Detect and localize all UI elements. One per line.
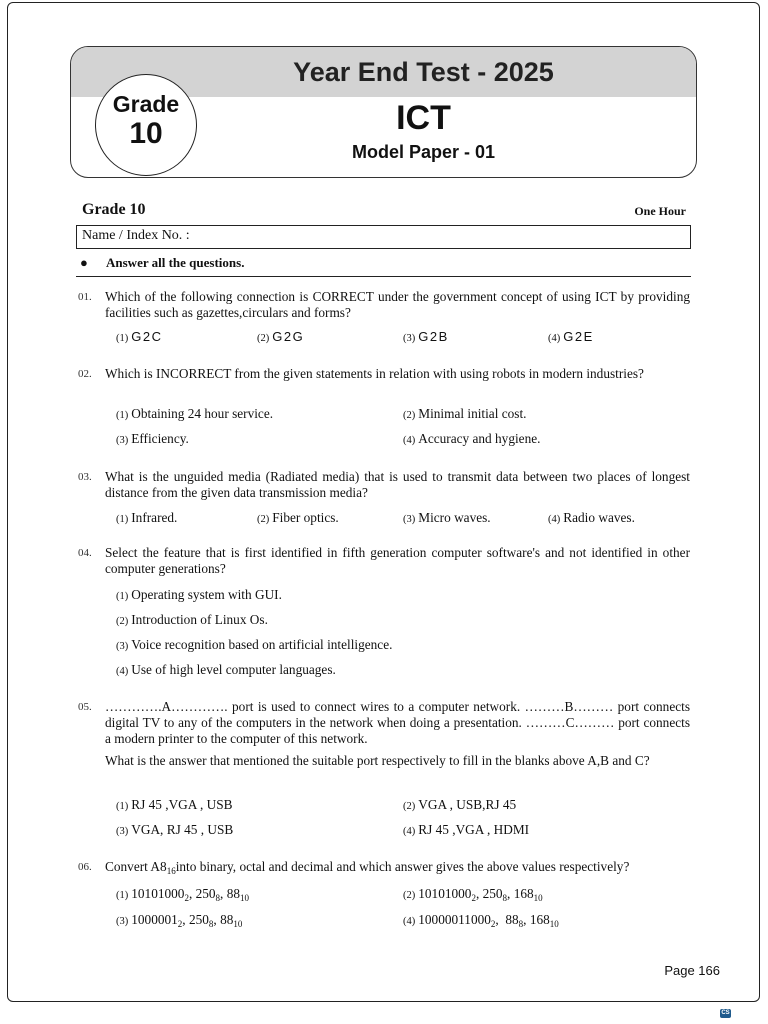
option-3[interactable]: (3) VGA, RJ 45 , USB	[116, 822, 234, 837]
question-number: 02.	[78, 368, 92, 380]
option-1[interactable]: (1) Obtaining 24 hour service.	[116, 406, 274, 421]
page-number: Page 166	[664, 963, 720, 978]
option-3[interactable]: (3) Efficiency.	[116, 431, 189, 446]
question-text: What is the unguided media (Radiated media) that is used to transmit data between two places of longest distance from the given data transmission media?	[105, 469, 690, 500]
question-text: Convert $A8_{16}into$ binary, octal and decimal and which answer gives the above values respectively?	[105, 859, 630, 876]
grade-label: Grade 10	[82, 201, 146, 218]
option-2[interactable]: (2) Minimal initial cost.	[403, 406, 527, 421]
question-1	[78, 289, 690, 321]
camscanner-logo-icon: CS	[721, 1010, 730, 1016]
option-4[interactable]: (4) $10000011000_2$, $88_8$, $168_{10}$	[403, 912, 559, 929]
subject-title: ICT	[396, 99, 451, 137]
test-title: Year End Test - 2025	[293, 57, 554, 87]
option-3[interactable]: (3) G2B	[403, 329, 449, 344]
question-number: 01.	[78, 291, 92, 303]
option-3[interactable]: (3) Micro waves.	[403, 510, 491, 525]
option-2[interactable]: (2) Fiber optics.	[257, 510, 339, 525]
question-number: 06.	[78, 861, 92, 873]
grade-badge-word: Grade	[112, 91, 180, 117]
bullet-icon: ●	[80, 255, 88, 270]
option-4[interactable]: (4) Accuracy and hygiene.	[403, 431, 541, 446]
duration-label: One Hour	[634, 204, 686, 218]
model-paper-label: Model Paper - 01	[351, 142, 496, 162]
option-2[interactable]: (2) Introduction of Linux Os.	[116, 612, 268, 627]
question-number: 04.	[78, 547, 92, 559]
question-2	[78, 366, 690, 382]
option-2[interactable]: (2) G2G	[257, 329, 305, 344]
question-text: Which is INCORRECT from the given statements in relation with using robots in modern industries?	[105, 366, 644, 381]
divider	[76, 276, 691, 277]
option-2[interactable]: (2) VGA , USB,RJ 45	[403, 797, 517, 812]
question-3	[78, 469, 690, 501]
instruction-text: Answer all the questions.	[106, 255, 245, 270]
question-text: ………….A…………. port is used to connect wires to a computer network. ………B……… port connects digital TV to any of the computers in the network when doing a presentation. ………C……… port connects a modern printer to the computer of this network.	[105, 699, 690, 746]
option-4[interactable]: (4) Radio waves.	[548, 510, 635, 525]
option-1[interactable]: (1) G2C	[116, 329, 163, 344]
instruction	[80, 255, 244, 271]
question-text: Select the feature that is first identified in fifth generation computer software's and not identified in other computer generations?	[105, 545, 690, 576]
option-1[interactable]: (1) $10101000_2$, $250_8$, $88_{10}$	[116, 886, 249, 903]
question-6	[78, 859, 690, 879]
option-4[interactable]: (4) G2E	[548, 329, 594, 344]
question-number: 03.	[78, 471, 92, 483]
option-4[interactable]: (4) Use of high level computer languages.	[116, 662, 336, 677]
option-4[interactable]: (4) RJ 45 ,VGA , HDMI	[403, 822, 530, 837]
grade-badge-number: 10	[129, 117, 163, 150]
name-index-field[interactable]: Name / Index No. :	[76, 225, 691, 249]
option-1[interactable]: (1) Operating system with GUI.	[116, 587, 282, 602]
question-text: Which of the following connection is CORRECT under the government concept of using ICT by providing facilities such as gazettes,circulars and forms?	[105, 289, 690, 320]
option-3[interactable]: (3) Voice recognition based on artificial intelligence.	[116, 637, 393, 652]
question-text-2: What is the answer that mentioned the suitable port respectively to fill in the blanks above A,B and C?	[105, 753, 650, 768]
question-5	[78, 699, 690, 769]
option-3[interactable]: (3) $1000001_2$, $250_8$, $88_{10}$	[116, 912, 243, 929]
question-4	[78, 545, 690, 577]
question-number: 05.	[78, 701, 92, 713]
option-1[interactable]: (1) Infrared.	[116, 510, 178, 525]
option-2[interactable]: (2) $10101000_2$, $250_8$, $168_{10}$	[403, 886, 543, 903]
grade-badge	[95, 74, 197, 176]
option-1[interactable]: (1) RJ 45 ,VGA , USB	[116, 797, 233, 812]
